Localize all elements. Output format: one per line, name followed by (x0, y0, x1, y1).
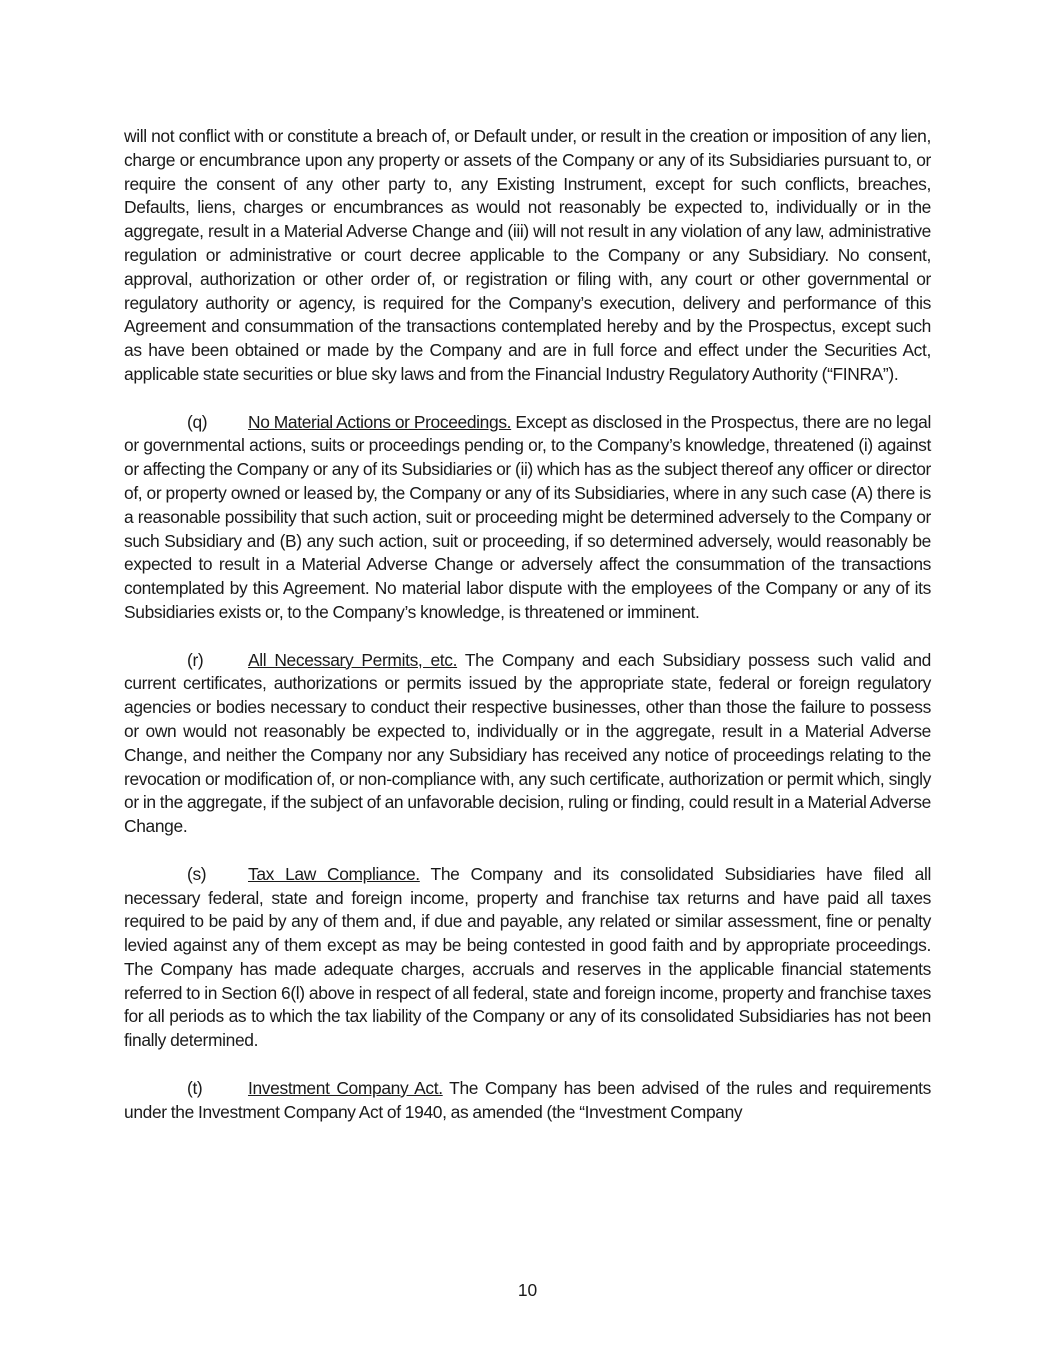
section-label: (q) (187, 411, 208, 432)
section-text: Except as disclosed in the Prospectus, there are no legal or governmental actions, suits or proceedings pending or, to the Company’s knowledge, threatened (i) against or affecting the Company or any of its Subsidiaries or (ii) which has as the subject thereof any officer or director of, or property owned or leased by, the Company or any of its Subsidiaries, where in any such case (A) there is a reasonable possibility that such action, suit or proceeding might be determined adversely to the Company or such Subsidiary and (B) any such action, suit or proceeding, if so determined adversely, would reasonably be expected to result in a Material Adverse Change or adversely affect the consummation of the transactions contemplated by this Agreement. No material labor dispute with the employees of the Company or any of its Subsidiaries exists or, to the Company’s knowledge, is threatened or imminent. (124, 411, 931, 622)
section-s-paragraph (124, 863, 931, 1053)
section-text: The Company and each Subsidiary possess such valid and current certificates, authorizations or permits issued by the appropriate state, federal or foreign regulatory agencies or bodies necessary to conduct their respective businesses, other than those the failure to possess or own would not reasonably be expected to, individually or in the aggregate, result in a Material Adverse Change, and neither the Company nor any Subsidiary has received any notice of proceedings relating to the revocation or modification of, or non-compliance with, any such certificate, authorization or permit which, singly or in the aggregate, if the subject of an unfavorable decision, ruling or finding, could result in a Material Adverse Change. (124, 649, 932, 837)
section-heading: All Necessary Permits, etc. (248, 649, 458, 670)
document-body (124, 125, 931, 1148)
section-heading: No Material Actions or Proceedings. (248, 411, 512, 432)
section-label: (s) (187, 863, 207, 884)
section-q-paragraph (124, 411, 931, 625)
section-t-paragraph (124, 1077, 931, 1125)
section-heading: Investment Company Act. (248, 1077, 443, 1098)
section-heading: Tax Law Compliance. (248, 863, 420, 884)
section-label: (t) (187, 1077, 203, 1098)
page-number: 10 (517, 1280, 538, 1300)
continuation-paragraph: will not conflict with or constitute a breach of, or Default under, or result in the creation or imposition of any lien, charge or encumbrance upon any property or assets of the Company or any of its Subsidiaries pursuant to, or require the consent of any other party to, any Existing Instrument, except for such conflicts, breaches, Defaults, liens, charges or encumbrances as would not reasonably be expected to, individually or in the aggregate, result in a Material Adverse Change and (iii) will not result in any violation of any law, administrative regulation or administrative or court decree applicable to the Company or any Subsidiary. No consent, approval, authorization or other order of, or registration or filing with, any court or other governmental or regulatory authority or agency, is required for the Company’s execution, delivery and performance of this Agreement and consummation of the transactions contemplated hereby and by the Prospectus, except such as have been obtained or made by the Company and are in full force and effect under the Securities Act, applicable state securities or blue sky laws and from the Financial Industry Regulatory Authority (“FINRA”). (124, 126, 931, 384)
section-text: The Company and its consolidated Subsidiaries have filed all necessary federal, state and foreign income, property and franchise tax returns and have paid all taxes required to be paid by any of them and, if due and payable, any related or similar assessment, fine or penalty levied against any of them except as may be being contested in good faith and by appropriate proceedings. The Company has made adequate charges, accruals and reserves in the applicable financial statements referred to in Section 6(l) above in respect of all federal, state and foreign income, property and franchise taxes for all periods as to which the tax liability of the Company or any of its consolidated Subsidiaries has not been finally determined. (124, 863, 931, 1051)
section-text: The Company has been advised of the rules and requirements under the Investment Company Act of 1940, as amended (the “Investment Company (124, 1077, 931, 1122)
section-r-paragraph (124, 649, 931, 839)
section-label: (r) (187, 649, 204, 670)
